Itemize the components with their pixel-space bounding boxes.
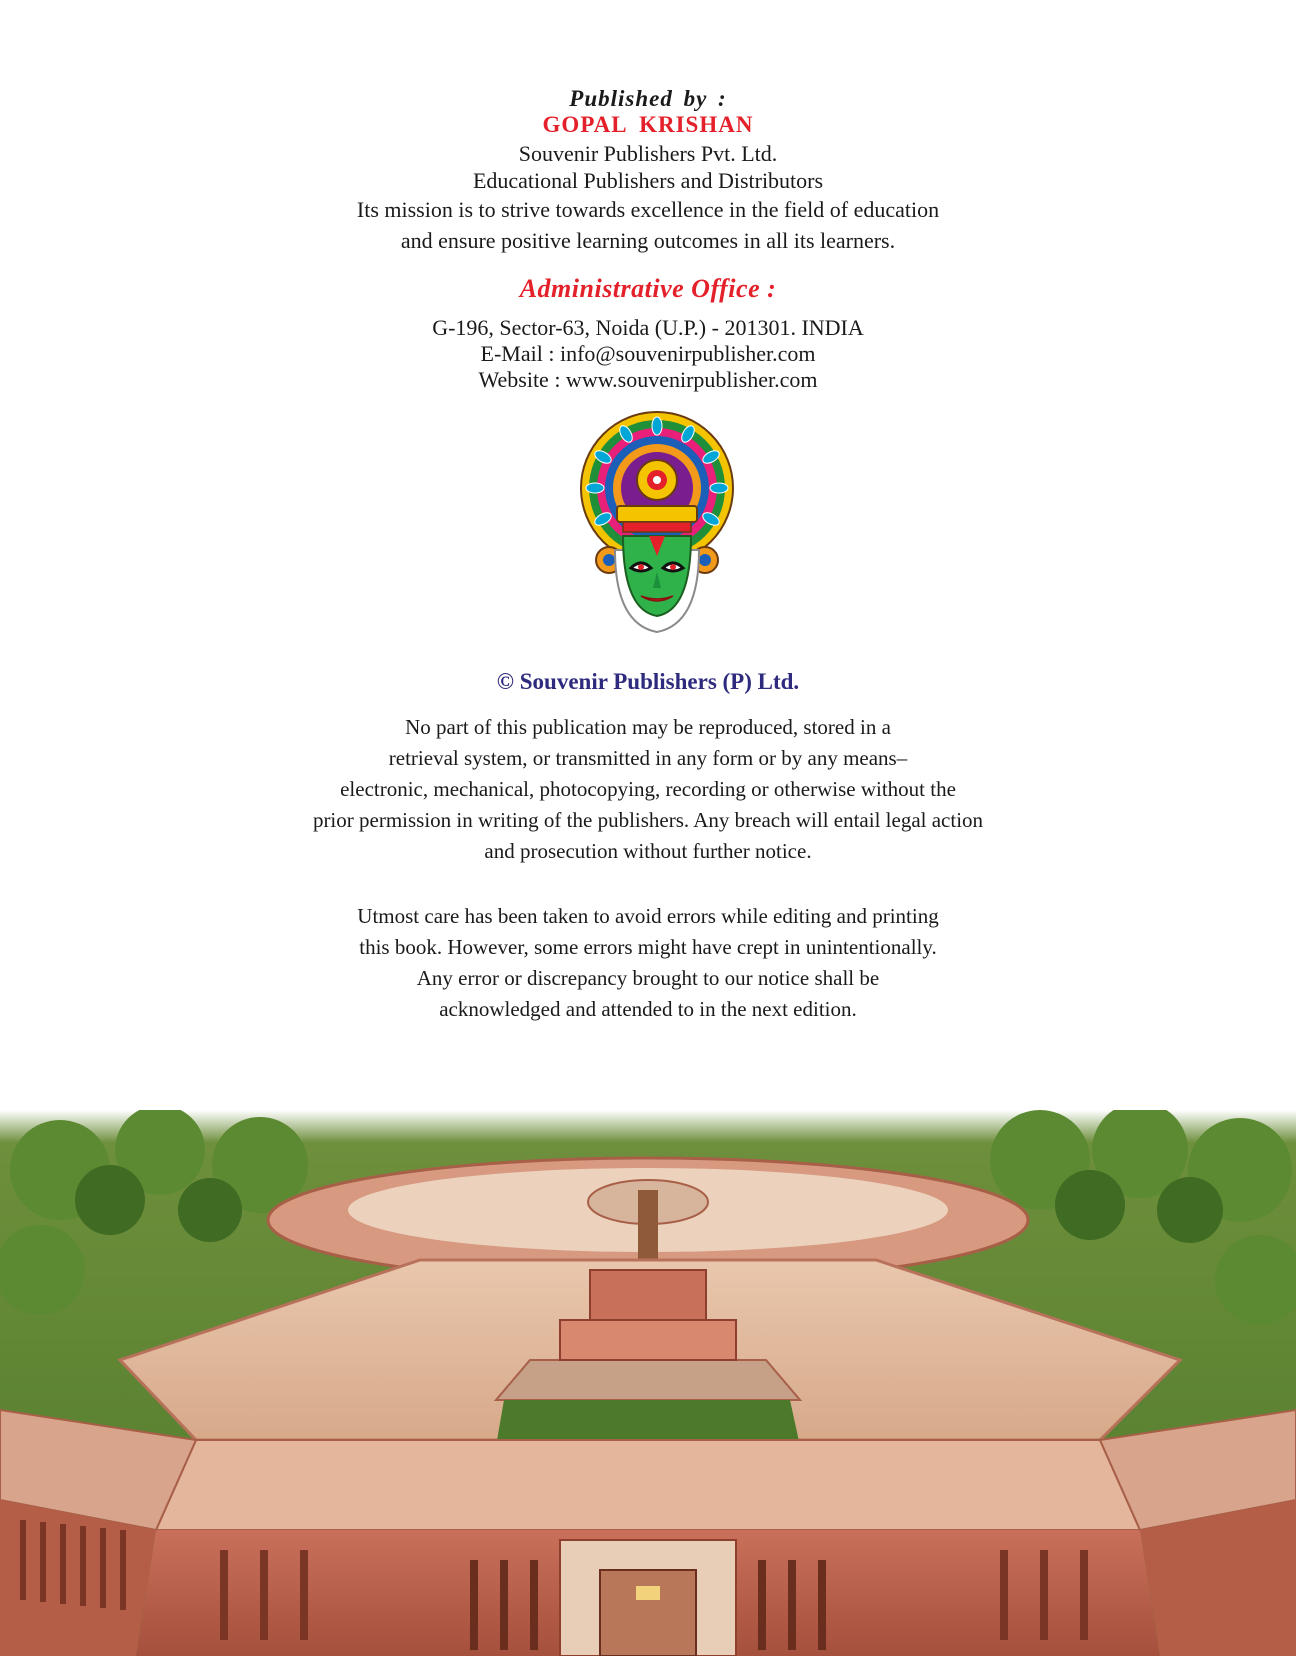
kathakali-logo-icon <box>579 410 735 636</box>
publisher-name: GOPAL KRISHAN <box>542 112 754 137</box>
care-line-3: Any error or discrepancy brought to our notice shall be <box>416 966 880 990</box>
notice-line-2: retrieval system, or transmitted in any form or by any means– <box>388 746 908 770</box>
notice-line-5: and prosecution without further notice. <box>484 839 812 863</box>
parliament-building-image <box>0 1110 1296 1656</box>
office-address: G-196, Sector-63, Noida (U.P.) - 201301. INDIA <box>432 315 864 340</box>
care-line-4: acknowledged and attended to in the next edition. <box>439 997 857 1021</box>
mission-line-1: Its mission is to strive towards excellence in the field of education <box>356 197 940 222</box>
copyright-title: © Souvenir Publishers (P) Ltd. <box>496 669 800 694</box>
care-line-1: Utmost care has been taken to avoid errors while editing and printing <box>357 904 939 928</box>
administrative-office-heading: Administrative Office : <box>519 274 777 303</box>
parliament-illustration <box>0 1110 1296 1656</box>
company-name: Souvenir Publishers Pvt. Ltd. <box>518 141 778 166</box>
kathakali-logo <box>579 410 735 636</box>
office-website: Website : www.souvenirpublisher.com <box>478 367 818 392</box>
mission-line-2: and ensure positive learning outcomes in all its learners. <box>400 228 896 253</box>
office-email: E-Mail : info@souvenirpublisher.com <box>480 341 816 366</box>
notice-line-3: electronic, mechanical, photocopying, recording or otherwise without the <box>340 777 956 801</box>
published-by-label: Published by : <box>569 86 727 111</box>
notice-line-1: No part of this publication may be reproduced, stored in a <box>405 715 891 739</box>
care-line-2: this book. However, some errors might have crept in unintentionally. <box>359 935 937 959</box>
company-tagline: Educational Publishers and Distributors <box>472 168 824 193</box>
notice-line-4: prior permission in writing of the publishers. Any breach will entail legal action <box>312 808 984 832</box>
